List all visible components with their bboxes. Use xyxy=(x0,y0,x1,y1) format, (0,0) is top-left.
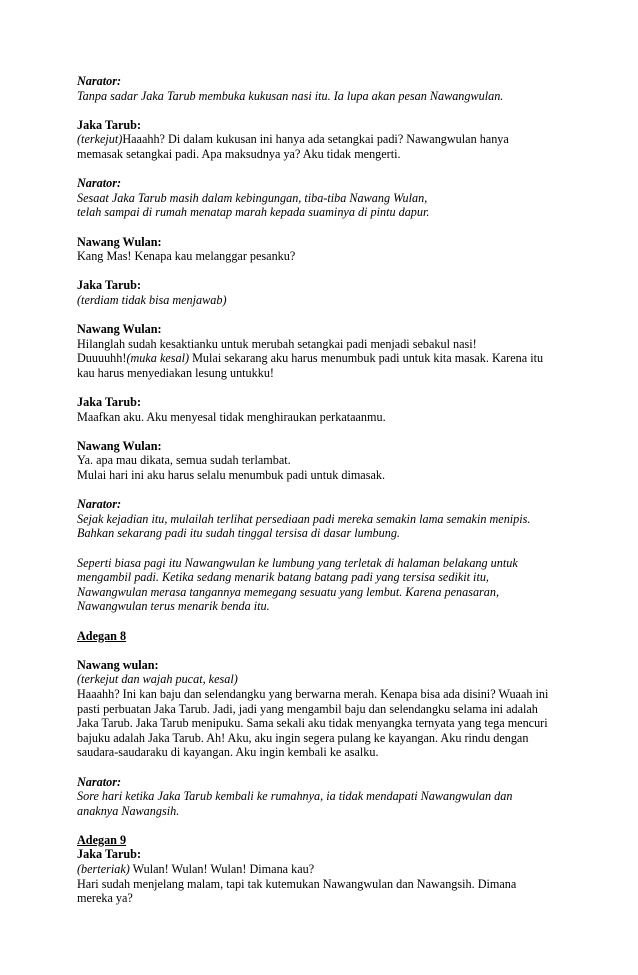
speaker-label: Nawang Wulan: xyxy=(77,438,162,453)
speaker-label: Narator: xyxy=(77,774,122,789)
stage-direction: (muka kesal) xyxy=(126,351,190,366)
scene-heading-8 xyxy=(77,629,567,644)
scene-heading: Adegan 9 xyxy=(77,832,127,847)
dialogue-line: Jaka Tarub. Jaka Tarub menipuku. Sama sekali aku tidak menyangka ternyata yang tega mencuri xyxy=(77,716,548,731)
narration-line: Sesaat Jaka Tarub masih dalam kebingungan, tiba-tiba Nawang Wulan, xyxy=(77,190,428,205)
dialogue-block-jaka-tarub-1 xyxy=(77,118,567,162)
dialogue-line: Maafkan aku. Aku menyesal tidak menghiraukan perkataanmu. xyxy=(77,409,386,424)
scene-heading: Adegan 8 xyxy=(77,628,127,643)
stage-direction: (terdiam tidak bisa menjawab) xyxy=(77,292,227,307)
dialogue-block-jaka-tarub-2 xyxy=(77,278,567,307)
narration-line: anaknya Nawangsih. xyxy=(77,803,180,818)
narration-line: Seperti biasa pagi itu Nawangwulan ke lumbung yang terletak di halaman belakang untuk xyxy=(77,555,518,570)
dialogue-text: Wulan! Wulan! Wulan! Dimana kau? xyxy=(129,862,315,877)
narration-paragraph xyxy=(77,556,567,614)
narration-line: telah sampai di rumah menatap marah kepada suaminya di pintu dapur. xyxy=(77,205,430,220)
speaker-label: Nawang Wulan: xyxy=(77,322,162,337)
stage-direction: (terkejut dan wajah pucat, kesal) xyxy=(77,672,238,687)
document-page xyxy=(77,74,567,920)
dialogue-block-nawang-wulan-3 xyxy=(77,439,567,483)
narration-line: Bahkan sekarang padi itu sudah tinggal tersisa di dasar lumbung. xyxy=(77,526,400,541)
dialogue-line: Hari sudah menjelang malam, tapi tak kutemukan Nawangwulan dan Nawangsih. Dimana xyxy=(77,876,517,891)
stage-direction: (berteriak) xyxy=(77,862,130,877)
dialogue-line: Haaahh? Ini kan baju dan selendangku yang berwarna merah. Kenapa bisa ada disini? Wuaah ini xyxy=(77,686,549,701)
dialogue-text: Haaahh? Di dalam kukusan ini hanya ada setangkai padi? Nawangwulan hanya xyxy=(122,132,509,147)
narration-line: Sore hari ketika Jaka Tarub kembali ke rumahnya, ia tidak mendapati Nawangwulan dan xyxy=(77,789,513,804)
speaker-label: Jaka Tarub: xyxy=(77,847,142,862)
narration-line: Tanpa sadar Jaka Tarub membuka kukusan nasi itu. Ia lupa akan pesan Nawangwulan. xyxy=(77,88,504,103)
narrator-block-3 xyxy=(77,497,567,541)
dialogue-text: Mulai sekarang aku harus menumbuk padi untuk kita masak. Karena itu xyxy=(189,351,544,366)
speaker-label: Narator: xyxy=(77,497,122,512)
narration-line: Sejak kejadian itu, mulailah terlihat persediaan padi mereka semakin lama semakin menipis. xyxy=(77,511,531,526)
dialogue-text: Duuuuhh! xyxy=(77,351,127,366)
speaker-label: Jaka Tarub: xyxy=(77,395,142,410)
narration-line: Nawangwulan merasa tangannya memegang sesuatu yang lembut. Karena penasaran, xyxy=(77,584,500,599)
speaker-label: Nawang Wulan: xyxy=(77,234,162,249)
speaker-label: Jaka Tarub: xyxy=(77,117,142,132)
dialogue-block-nawang-wulan-4 xyxy=(77,658,567,760)
dialogue-line: bajuku adalah Jaka Tarub. Ah! Aku, aku ingin segera pulang ke kayangan. Aku rindu dengan xyxy=(77,730,529,745)
dialogue-block-nawang-wulan-1 xyxy=(77,235,567,264)
speaker-label: Narator: xyxy=(77,176,122,191)
dialogue-block-jaka-tarub-3 xyxy=(77,395,567,424)
speaker-label: Jaka Tarub: xyxy=(77,278,142,293)
narrator-block-4 xyxy=(77,775,567,819)
dialogue-line: saudara-saudaraku di kayangan. Aku ingin kembali ke asalku. xyxy=(77,745,379,760)
dialogue-line: kau harus menyediakan lesung untukku! xyxy=(77,365,274,380)
dialogue-line: Kang Mas! Kenapa kau melanggar pesanku? xyxy=(77,249,296,264)
speaker-label: Narator: xyxy=(77,74,122,88)
stage-direction: (terkejut) xyxy=(77,132,123,147)
dialogue-line: mereka ya? xyxy=(77,891,133,906)
narration-line: Nawangwulan terus menarik benda itu. xyxy=(77,599,270,614)
dialogue-line xyxy=(77,351,567,366)
narrator-block-2 xyxy=(77,176,567,220)
speaker-label: Nawang wulan: xyxy=(77,657,159,672)
dialogue-line: memasak setangkai padi. Apa maksudnya ya? Aku tidak mengerti. xyxy=(77,146,401,161)
scene-9 xyxy=(77,833,567,906)
dialogue-line: Ya. apa mau dikata, semua sudah terlambat. xyxy=(77,453,291,468)
dialogue-line: pasti perbuatan Jaka Tarub. Jadi, jadi yang mengambil baju dan selendangku selama ini adalah xyxy=(77,701,538,716)
dialogue-line xyxy=(77,132,567,147)
dialogue-line: Mulai hari ini aku harus selalu menumbuk padi untuk dimasak. xyxy=(77,468,386,483)
narrator-block-1 xyxy=(77,74,567,103)
dialogue-line xyxy=(77,862,567,877)
dialogue-line: Hilanglah sudah kesaktianku untuk merubah setangkai padi menjadi sebakul nasi! xyxy=(77,336,477,351)
dialogue-block-nawang-wulan-2 xyxy=(77,322,567,380)
narration-line: mengambil padi. Ketika sedang menarik batang batang padi yang tersisa sedikit itu, xyxy=(77,570,489,585)
